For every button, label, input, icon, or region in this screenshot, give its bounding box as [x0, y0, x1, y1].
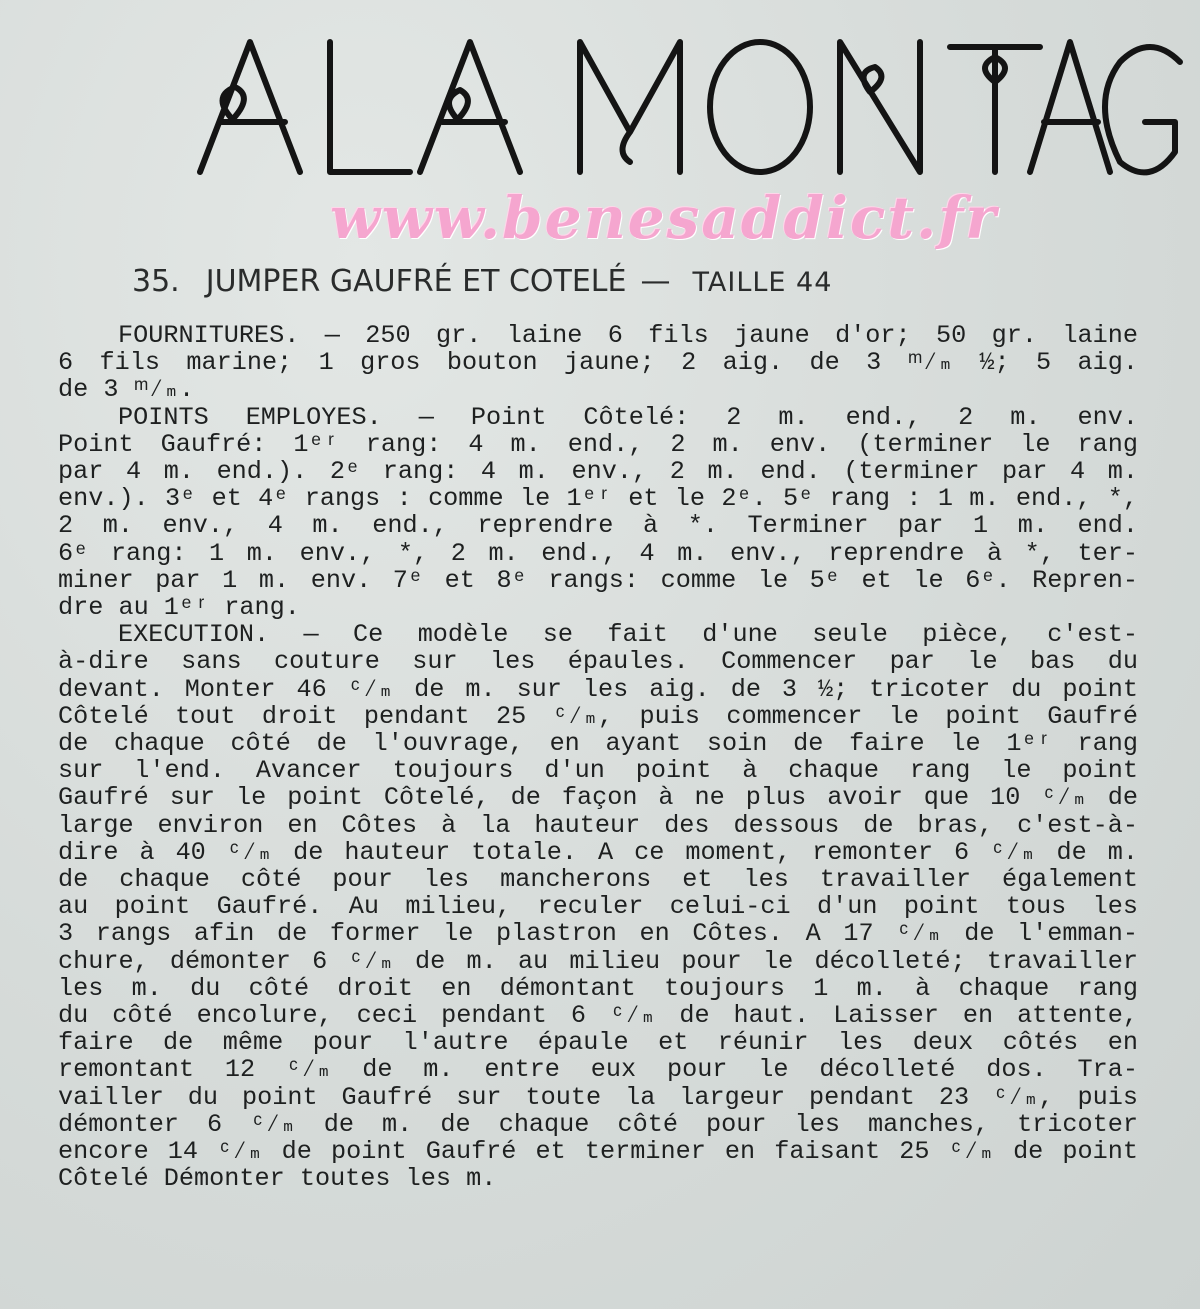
title-lettering: [200, 42, 1180, 172]
text-line: faire de même pour l'autre épaule et réunir les deux côtés en: [58, 1028, 1138, 1058]
text-line: encore 14 ᶜ⁄ₘ de point Gaufré et terminer en faisant 25 ᶜ⁄ₘ de point: [58, 1137, 1138, 1167]
text-line: de chaque côté pour les mancherons et les travailler également: [58, 865, 1138, 895]
text-line: Gaufré sur le point Côtelé, de façon à ne plus avoir que 10 ᶜ⁄ₘ de: [58, 783, 1138, 813]
text-line: dre au 1ᵉʳ rang.: [58, 593, 300, 623]
text-line: Côtelé Démonter toutes les m.: [58, 1164, 497, 1194]
section-points: [58, 404, 1138, 622]
section-execution: [58, 621, 1138, 1192]
text-line: du côté encolure, ceci pendant 6 ᶜ⁄ₘ de haut. Laisser en attente,: [58, 1001, 1138, 1031]
text-line: 3 rangs afin de former le plastron en Côtes. A 17 ᶜ⁄ₘ de l'emman-: [58, 919, 1138, 949]
pattern-number: 35.: [132, 264, 180, 299]
text-line: au point Gaufré. Au milieu, reculer celui-ci d'un point tous les: [58, 892, 1138, 922]
text-line: de 3 ᵐ⁄ₘ.: [58, 375, 195, 405]
text-line: Côtelé tout droit pendant 25 ᶜ⁄ₘ, puis commencer le point Gaufré: [58, 701, 1138, 731]
text-line: EXECUTION. — Ce modèle se fait d'une seule pièce, c'est-: [118, 620, 1138, 650]
text-line: miner par 1 m. env. 7ᵉ et 8ᵉ rangs: comme le 5ᵉ et le 6ᵉ. Repren-: [58, 565, 1138, 595]
hand-lettered-title: [180, 22, 1190, 192]
text-line: env.). 3ᵉ et 4ᵉ rangs : comme le 1ᵉʳ et le 2ᵉ. 5ᵉ rang : 1 m. end., *,: [58, 484, 1138, 514]
text-line: large environ en Côtes à la hauteur des dessous de bras, c'est-à-: [58, 810, 1138, 840]
text-line: chure, démonter 6 ᶜ⁄ₘ de m. au milieu pour le décolleté; travailler: [58, 946, 1138, 976]
text-line: démonter 6 ᶜ⁄ₘ de m. de chaque côté pour les manches, tricoter: [58, 1109, 1138, 1139]
text-line: 2 m. env., 4 m. end., reprendre à *. Terminer par 1 m. end.: [58, 511, 1138, 541]
text-line: devant. Monter 46 ᶜ⁄ₘ de m. sur les aig. de 3 ½; tricoter du point: [58, 674, 1138, 704]
text-line: 6ᵉ rang: 1 m. env., *, 2 m. end., 4 m. env., reprendre à *, ter-: [58, 538, 1138, 568]
text-line: de chaque côté de l'ouvrage, en ayant soin de faire le 1ᵉʳ rang: [58, 729, 1138, 759]
pattern-heading: [132, 264, 1192, 299]
text-line: sur l'end. Avancer toujours d'un point à chaque rang le point: [58, 756, 1138, 786]
text-line: à-dire sans couture sur les épaules. Commencer par le bas du: [58, 647, 1138, 677]
text-line: les m. du côté droit en démontant toujours 1 m. à chaque rang: [58, 973, 1138, 1003]
text-line: vailler du point Gaufré sur toute la largeur pendant 23 ᶜ⁄ₘ, puis: [58, 1082, 1138, 1112]
pattern-name: JUMPER GAUFRÉ ET COTELÉ: [205, 264, 627, 299]
text-line: 6 fils marine; 1 gros bouton jaune; 2 aig. de 3 ᵐ⁄ₘ ½; 5 aig.: [58, 348, 1138, 378]
pattern-instructions: [58, 322, 1138, 1193]
text-line: dire à 40 ᶜ⁄ₘ de hauteur totale. A ce moment, remonter 6 ᶜ⁄ₘ de m.: [58, 837, 1138, 867]
text-line: par 4 m. end.). 2ᵉ rang: 4 m. env., 2 m. end. (terminer par 4 m.: [58, 457, 1138, 487]
pattern-size: TAILLE 44: [692, 267, 833, 298]
text-line: POINTS EMPLOYES. — Point Côtelé: 2 m. end., 2 m. env.: [118, 402, 1138, 432]
text-line: remontant 12 ᶜ⁄ₘ de m. entre eux pour le décolleté dos. Tra-: [58, 1055, 1138, 1085]
text-line: Point Gaufré: 1ᵉʳ rang: 4 m. end., 2 m. env. (terminer le rang: [58, 429, 1138, 459]
heading-dash: —: [640, 264, 671, 299]
section-fournitures: [58, 322, 1138, 404]
text-line: FOURNITURES. — 250 gr. laine 6 fils jaune d'or; 50 gr. laine: [118, 321, 1138, 350]
watermark: www.benesaddict.fr: [330, 184, 998, 252]
